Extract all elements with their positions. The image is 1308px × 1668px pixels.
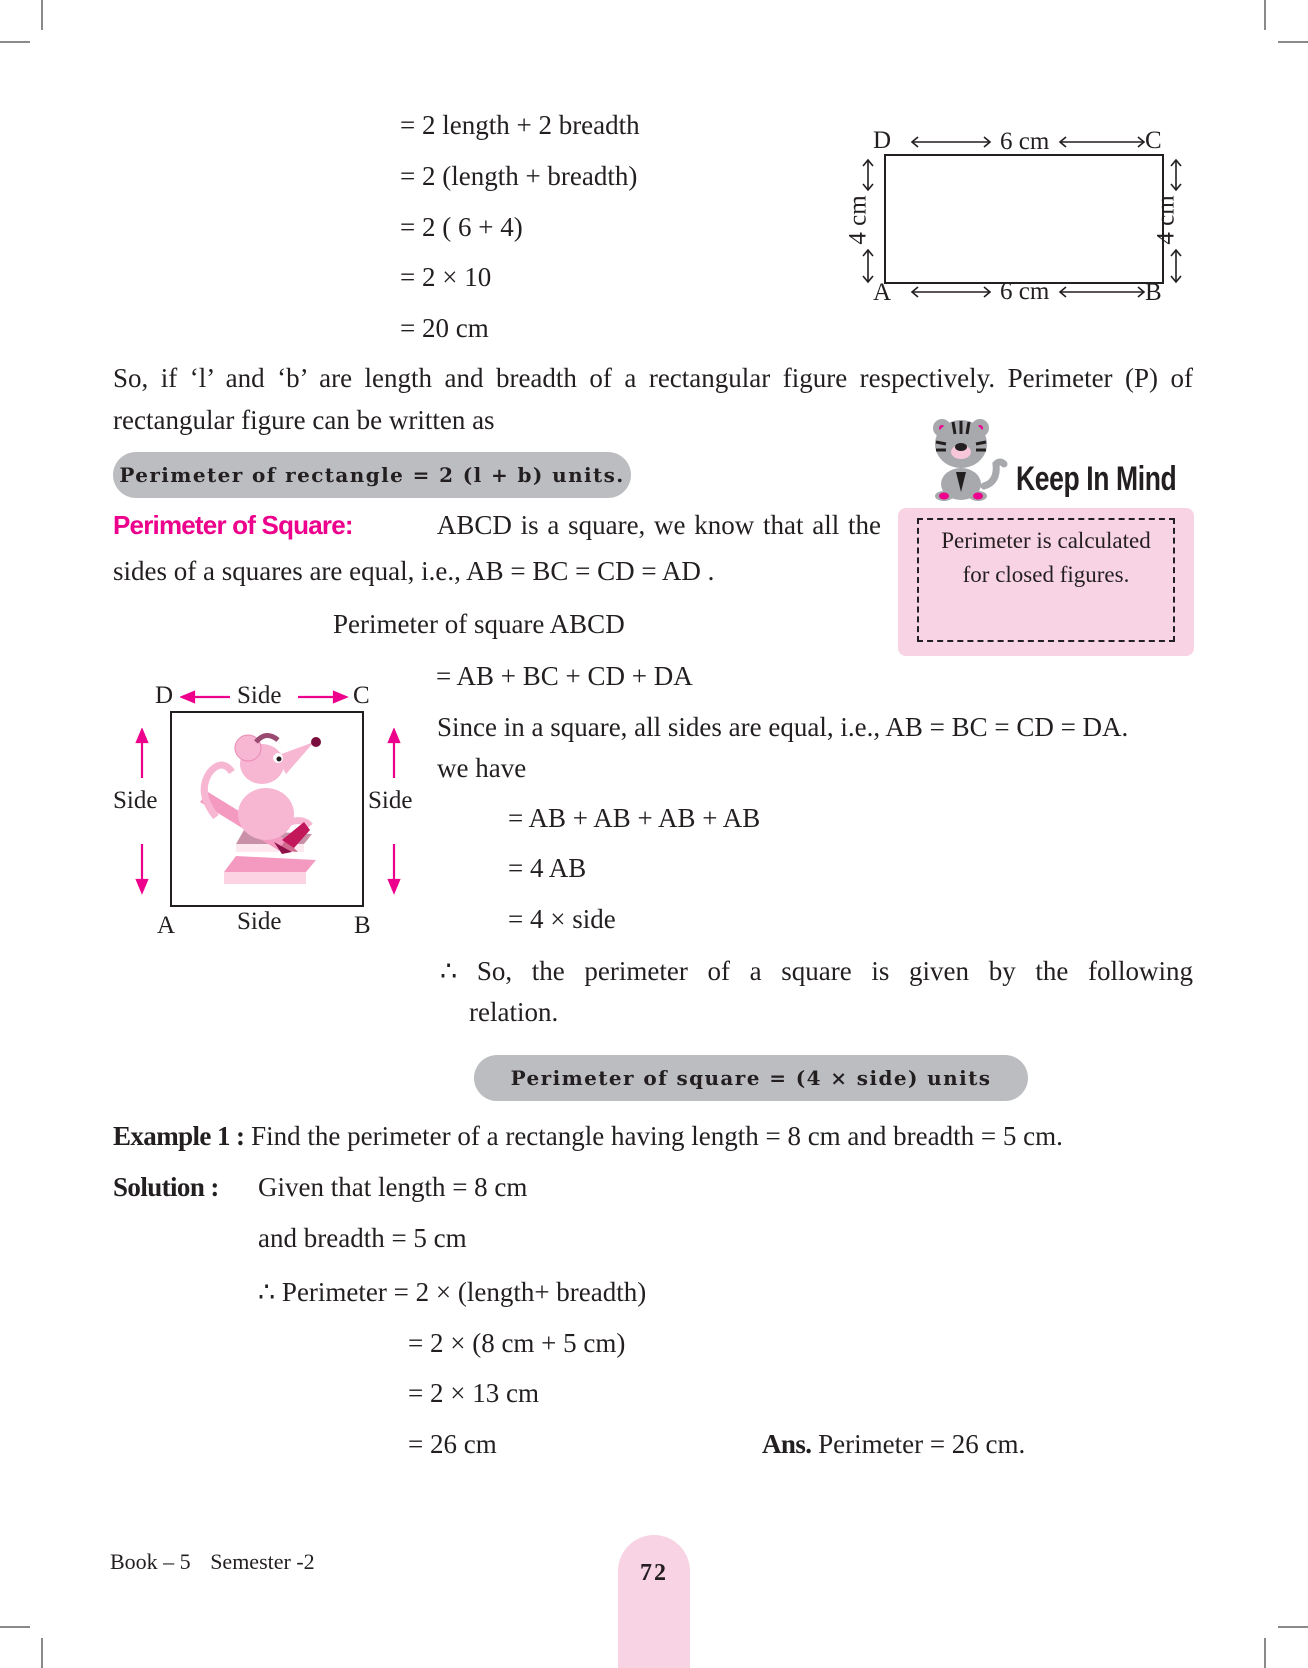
- crop-mark: [1264, 1638, 1266, 1668]
- crop-mark: [0, 1626, 30, 1628]
- keep-in-mind-title: Keep In Mind: [1016, 460, 1177, 498]
- right-breadth-label: 4 cm: [1152, 195, 1180, 245]
- right-arrows-icon: [384, 728, 404, 898]
- example-question: Find the perimeter of a rectangle having length = 8 cm and breadth = 5 cm.: [251, 1121, 1063, 1151]
- solution-given-2: and breadth = 5 cm: [258, 1223, 467, 1253]
- keep-in-mind-text: Perimeter is calculated for closed figures.: [941, 528, 1151, 587]
- corner-c: C: [353, 682, 370, 709]
- right-side-label: Side: [368, 787, 413, 814]
- solution-step-1: = 2 × (8 cm + 5 cm): [408, 1328, 626, 1358]
- rect-step-3: = 2 ( 6 + 4): [400, 212, 523, 242]
- solution-formula: ∴ Perimeter = 2 × (length+ breadth): [258, 1277, 647, 1307]
- crop-mark: [0, 41, 30, 43]
- crop-mark: [1278, 41, 1308, 43]
- rect-paragraph-line-1: So, if ‘l’ and ‘b’ are length and breadth of a rectangular figure respectively. Perimeter (P) of: [113, 363, 1193, 393]
- solution-given-1: Given that length = 8 cm: [258, 1172, 528, 1202]
- solution-label: Solution :: [113, 1172, 219, 1202]
- rectangle-formula-pill: Perimeter of rectangle = 2 (l + b) units.: [113, 452, 631, 498]
- crop-mark: [1264, 0, 1266, 30]
- rectangle-shape: [884, 154, 1164, 284]
- square-heading: Perimeter of Square:: [113, 510, 353, 540]
- example-label: Example 1 :: [113, 1121, 245, 1151]
- corner-a: A: [157, 912, 176, 939]
- example-1-line: [113, 1120, 1063, 1152]
- rect-step-2: = 2 (length + breadth): [400, 161, 638, 191]
- square-intro-line-1: [113, 509, 881, 541]
- square-step-1: = AB + BC + CD + DA: [436, 661, 693, 691]
- square-since-line: Since in a square, all sides are equal, i.e., AB = BC = CD = DA.: [437, 712, 1129, 742]
- left-arrows-icon: [132, 728, 152, 898]
- square-therefore-line-2: relation.: [469, 997, 559, 1027]
- footer-semester-label: Semester -2: [210, 1549, 315, 1574]
- left-side-label: Side: [113, 787, 158, 814]
- footer-book-label: Book – 5: [110, 1549, 191, 1574]
- square-step-4: = 4 × side: [508, 904, 616, 934]
- corner-d: D: [155, 682, 174, 709]
- crop-mark: [41, 1638, 43, 1668]
- answer-text: Perimeter = 26 cm.: [818, 1429, 1026, 1459]
- corner-b: B: [1145, 279, 1162, 306]
- square-step-3: = 4 AB: [508, 853, 587, 883]
- bottom-side-label: Side: [237, 908, 282, 935]
- square-intro-text: ABCD is a square, we know that all the: [436, 510, 881, 540]
- square-we-have: we have: [437, 753, 527, 783]
- square-step-2: = AB + AB + AB + AB: [508, 803, 761, 833]
- solution-step-3: = 26 cm: [408, 1429, 497, 1459]
- footer-book: [110, 1549, 315, 1575]
- rect-step-4: = 2 × 10: [400, 262, 492, 292]
- left-breadth-label: 4 cm: [844, 195, 872, 245]
- square-intro-line-2: sides of a squares are equal, i.e., AB = BC = CD = AD .: [113, 556, 715, 586]
- tiger-mascot-icon: [926, 412, 1016, 502]
- page-number-tab: [618, 1535, 690, 1668]
- corner-d: D: [873, 127, 892, 154]
- rect-step-5: = 20 cm: [400, 313, 489, 343]
- crop-mark: [41, 0, 43, 30]
- mouse-illustration-icon: [186, 722, 346, 898]
- bottom-length-label: 6 cm: [1000, 278, 1050, 305]
- square-therefore-line-1: ∴ So, the perimeter of a square is given by the following: [440, 956, 1193, 986]
- solution-step-2: = 2 × 13 cm: [408, 1378, 539, 1408]
- corner-b: B: [354, 912, 371, 939]
- rect-paragraph-line-2: rectangular figure can be written as: [113, 405, 495, 435]
- corner-a: A: [873, 279, 892, 306]
- answer-line: [762, 1428, 1025, 1460]
- rect-step-1: = 2 length + 2 breadth: [400, 110, 640, 140]
- square-formula-pill: Perimeter of square = (4 × side) units: [474, 1055, 1028, 1101]
- perimeter-square-label: Perimeter of square ABCD: [333, 609, 625, 639]
- answer-label: Ans.: [762, 1429, 812, 1459]
- corner-c: C: [1145, 127, 1162, 154]
- top-length-label: 6 cm: [1000, 128, 1050, 155]
- page-number: 72: [640, 1560, 668, 1586]
- top-side-label: Side: [237, 682, 282, 709]
- crop-mark: [1278, 1626, 1308, 1628]
- top-arrows-icon: [180, 686, 350, 708]
